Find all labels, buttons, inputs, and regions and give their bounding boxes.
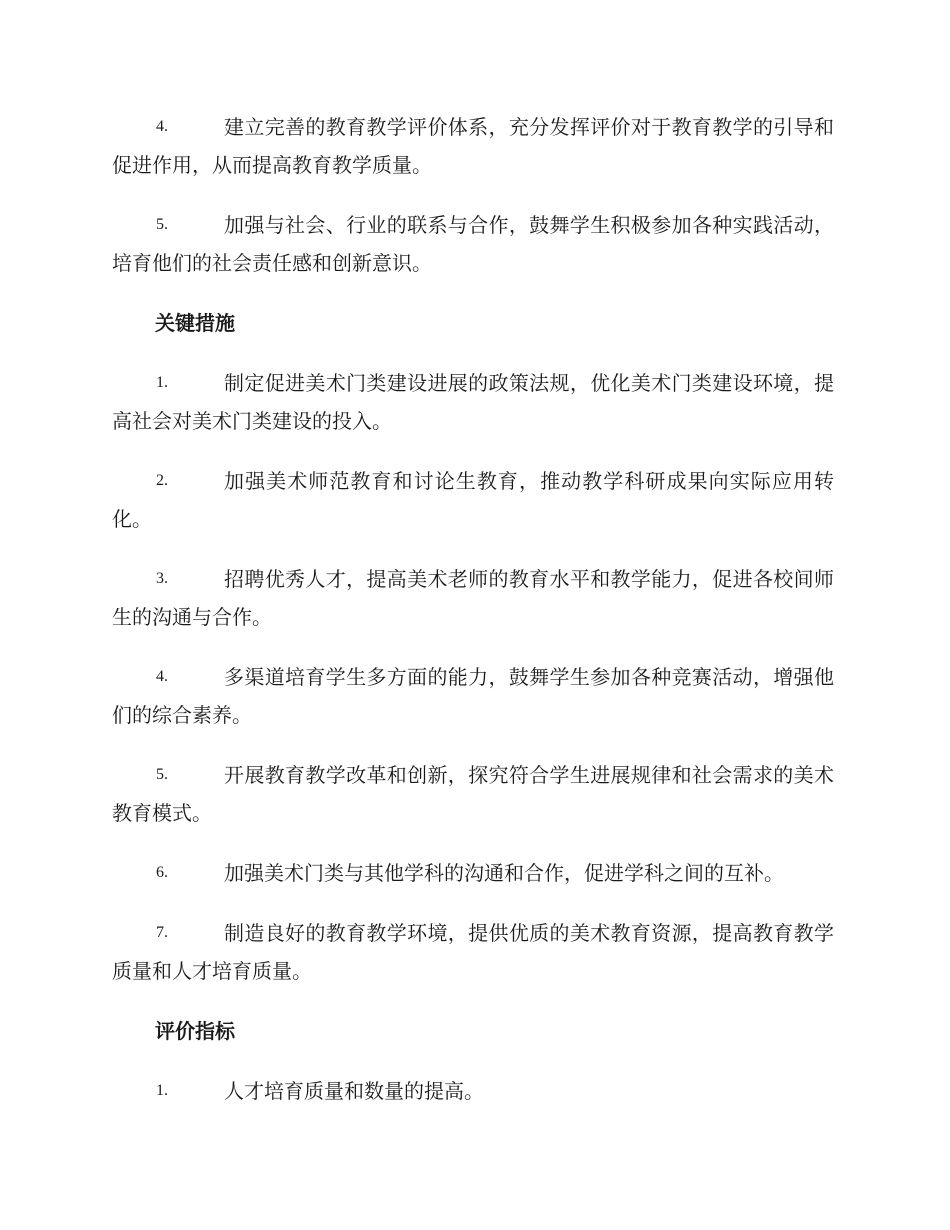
list-item-number: 5. — [156, 766, 168, 783]
list-item-number: 2. — [156, 472, 168, 489]
list-item-number: 4. — [156, 668, 168, 685]
list-item-text: 加强美术师范教育和讨论生教育，推动教学科研成果向实际应用转化。 — [112, 469, 834, 531]
section-heading-key-measures: 关键措施 — [155, 311, 235, 335]
list-item — [112, 914, 834, 990]
section-heading-evaluation-indicators: 评价指标 — [155, 1019, 235, 1043]
list-item-number: 6. — [156, 864, 168, 881]
list-item-number: 4. — [156, 118, 168, 135]
list-item — [112, 854, 834, 892]
list-item — [112, 364, 834, 440]
list-item-text: 开展教育教学改革和创新，探究符合学生进展规律和社会需求的美术教育模式。 — [112, 763, 834, 825]
list-item-text: 制造良好的教育教学环境，提供优质的美术教育资源，提高教育教学质量和人才培育质量。 — [112, 921, 834, 983]
list-item — [112, 206, 834, 282]
list-item-text: 招聘优秀人才，提高美术老师的教育水平和教学能力，促进各校间师生的沟通与合作。 — [112, 567, 834, 629]
list-item-number: 1. — [156, 374, 168, 391]
list-item — [112, 108, 834, 184]
list-item-number: 3. — [156, 570, 168, 587]
list-item-text: 多渠道培育学生多方面的能力，鼓舞学生参加各种竞赛活动，增强他们的综合素养。 — [112, 665, 834, 727]
list-item — [112, 462, 834, 538]
list-item-number: 5. — [156, 216, 168, 233]
list-item — [112, 1072, 834, 1110]
list-item-text: 人才培育质量和数量的提高。 — [224, 1079, 484, 1103]
document-body — [112, 108, 834, 1132]
list-item-text: 建立完善的教育教学评价体系，充分发挥评价对于教育教学的引导和促进作用，从而提高教育教学质量。 — [112, 115, 834, 177]
list-item — [112, 560, 834, 636]
list-item-number: 1. — [156, 1082, 168, 1099]
list-item-text: 加强美术门类与其他学科的沟通和合作，促进学科之间的互补。 — [224, 861, 784, 885]
list-item-text: 制定促进美术门类建设进展的政策法规，优化美术门类建设环境，提高社会对美术门类建设的投入。 — [112, 371, 834, 433]
list-item — [112, 658, 834, 734]
list-item-text: 加强与社会、行业的联系与合作，鼓舞学生积极参加各种实践活动，培育他们的社会责任感和创新意识。 — [112, 213, 834, 275]
list-item-number: 7. — [156, 924, 168, 941]
list-item — [112, 756, 834, 832]
